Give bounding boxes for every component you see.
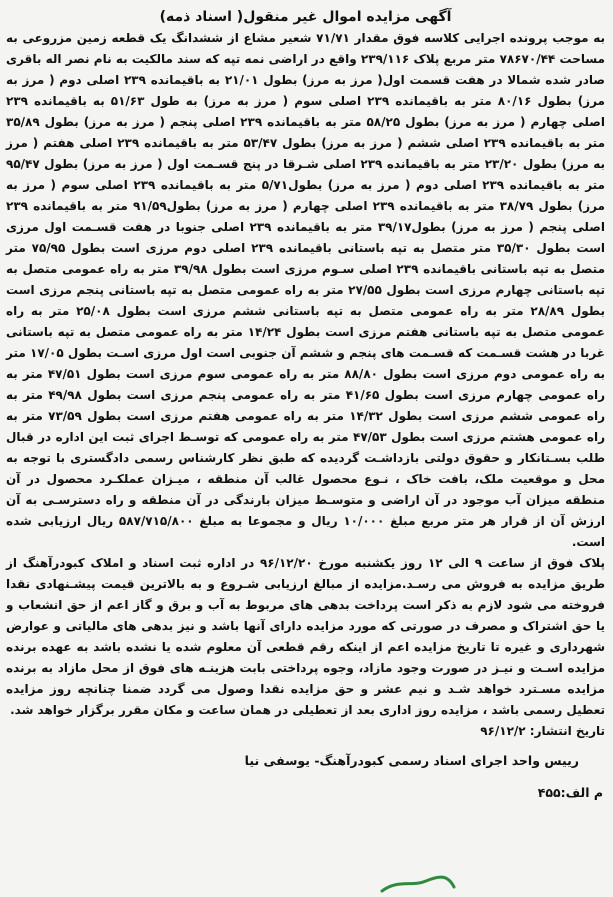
announcement-body	[6, 28, 605, 721]
publication-date: تاریخ انتشار: ۹۶/۱۲/۲	[480, 724, 605, 738]
ink-mark-icon	[378, 857, 458, 897]
reference-code: م الف:۴۵۵	[537, 785, 603, 800]
paragraph-auction-terms: پلاک فوق از ساعت ۹ الی ۱۲ روز یکشنبه مورخ ۹۶/۱۲/۲۰ در اداره ثبت اسناد و املاک کبودرآهنگ از طریق مزایده به فروش می رسـد.مزایده از مبالغ ارزیابی شـروع و به بالاترین قیمت پیشـنهادی نقدا فروخته می شود لازم به ذکر است پرداخت بدهی های مربوط به آب و برق و گاز اعم از حق انشعاب و یا حق اشتراک و مصرف در صورتی که مورد مزایده دارای آنها باشد و نیز بدهی های مالیاتی و عوارض شهرداری و غیره تا تاریخ مزایده اعم از اینکه رقم قطعی آن معلوم شده یا نشده باشد به عهده برنده مزایده اسـت و نیـز در صورت وجود مازاد، وجوه پرداختی بابت هزینـه های فوق از محل مازاد به برنده مزایده مسـترد خواهد شـد و نیم عشر و حق مزایده نقدا وصول می گردد ضمنا چنانچه روز مزایده تعطیل رسمی باشد ، مزایده روز اداری بعد از تعطیلی در همان ساعت و مکان مقرر برگزار خواهد شد.	[6, 556, 605, 717]
paragraph-property-description: به موجب پرونده اجرایی کلاسه فوق مقدار ۷۱/۷۱ شعیر مشاع از ششدانگ یک قطعه زمین مزروعی به مساحت ۷۸۶۷۰/۴۴ متر مربع پلاک ۲۳۹/۱۱۶ واقع در اراضی نمه تپه که سند مالکیت به نام نصر اله باقری صادر شده شمالا در هفت قسمت اول( مرز به مرز) بطول ۲۱/۰۱ به باقیمانده ۲۳۹ اصلی دوم ( مرز به مرز) بطول ۸۰/۱۶ متر به باقیمانده ۲۳۹ اصلی سوم ( مرز به مرز) به طول ۵۱/۶۳ به باقیمانده ۲۳۹ اصلی چهارم ( مرز به مرز) بطول ۵۸/۲۵ متر به باقیمانده ۲۳۹ اصلی پنجم ( مرز به مرز) بطول ۳۵/۸۹ متر به باقیمانده ۲۳۹ اصلی ششم ( مرز به مرز) بطول ۵۳/۴۷ متر به باقیمانده ۲۳۹ اصلی هفتم ( مرز به مرز) بطول ۲۳/۲۰ متر به باقیمانده ۲۳۹ اصلی شـرقا در پنج قسـمت اول ( مرز به مرز) بطول ۹۵/۴۷ متر به باقیمانده ۲۳۹ اصلی دوم ( مرز به مرز) بطول۵/۷۱ متر به باقیمانده ۲۳۹ اصلی سوم ( مرز به مرز) بطول ۳۸/۷۹ متر به باقیمانده ۲۳۹ اصلی چهارم ( مرز به مرز) بطول۹۱/۵۹ متر به باقیمانده ۲۳۹ اصلی پنجم ( مرز به مرز) بطول۳۹/۱۷ متر به باقیمانده ۲۳۹ اصلی جنوبا در هفت قسـمت اول مرزی است بطول ۳۵/۳۰ متر متصل به تپه باستانی باقیمانده ۲۳۹ اصلی دوم مرزی است بطول ۷۵/۹۵ متر متصل به تپه باستانی باقیمانده ۲۳۹ اصلی سـوم مرزی است بطول ۳۹/۹۸ متر به راه عمومی متصل به تپه باستانی چهارم مرزی است بطول ۲۷/۵۵ متر به راه عمومی متصل به تپه باستانی پنجم مرزی است بطول ۲۸/۸۹ متر به راه عمومی متصل به تپه باستانی ششم مرزی است بطول ۲۵/۰۸ متر به راه عمومی متصل به تپه باستانی هفتم مرزی است بطول ۱۴/۲۴ متر به راه عمومی متصل به تپه باستانی غربا در هشت قسـمت که قسـمت های پنجم و ششم آن جنوبی است اول مرزی اسـت بطول ۱۷/۰۵ متر به راه عمومی دوم مرزی است بطول ۸۸/۸۰ متر به راه عمومی سوم مرزی است بطول ۴۷/۵۱ متر به راه عمومی چهارم مرزی است بطول ۴۱/۶۵ متر به راه عمومی پنجم مرزی است بطول ۴۹/۹۸ متر به راه عمومی ششم مرزی است بطول ۱۴/۳۲ متر به راه عمومی هفتم مرزی است بطول ۷۳/۵۹ متر به راه عمومی هشتم مرزی است بطول ۴۷/۵۳ متر به راه عمومی که توسـط اجرای ثبت این اداره در قبال طلب بسـتانکار و حقوق دولتی بازداشـت گردیده که طبق نظر کارشناس رسمی دادگستری با توجه به محل و موقعیت ملک، بافت خاک ، نـوع محصول غالب آن منطقه ، میـزان عملکـرد محصول در آن منطقه میزان آب موجود در آن اراضی و متوسـط میزان بارندگی در آن منطقه و راه دسترسـی به آن ارزش آن از قرار هر متر مربع مبلغ ۱۰/۰۰۰ ریال و مجموعا به مبلغ ۵۸۷/۷۱۵/۸۰۰ ریال ارزیابی شده است.	[6, 31, 606, 549]
signature-line: رییس واحد اجرای اسناد رسمی کبودرآهنگ- یوسفی نیا	[244, 753, 579, 768]
announcement-title: آگهی مزایده اموال غیر منقول( اسناد ذمه)	[159, 9, 452, 25]
